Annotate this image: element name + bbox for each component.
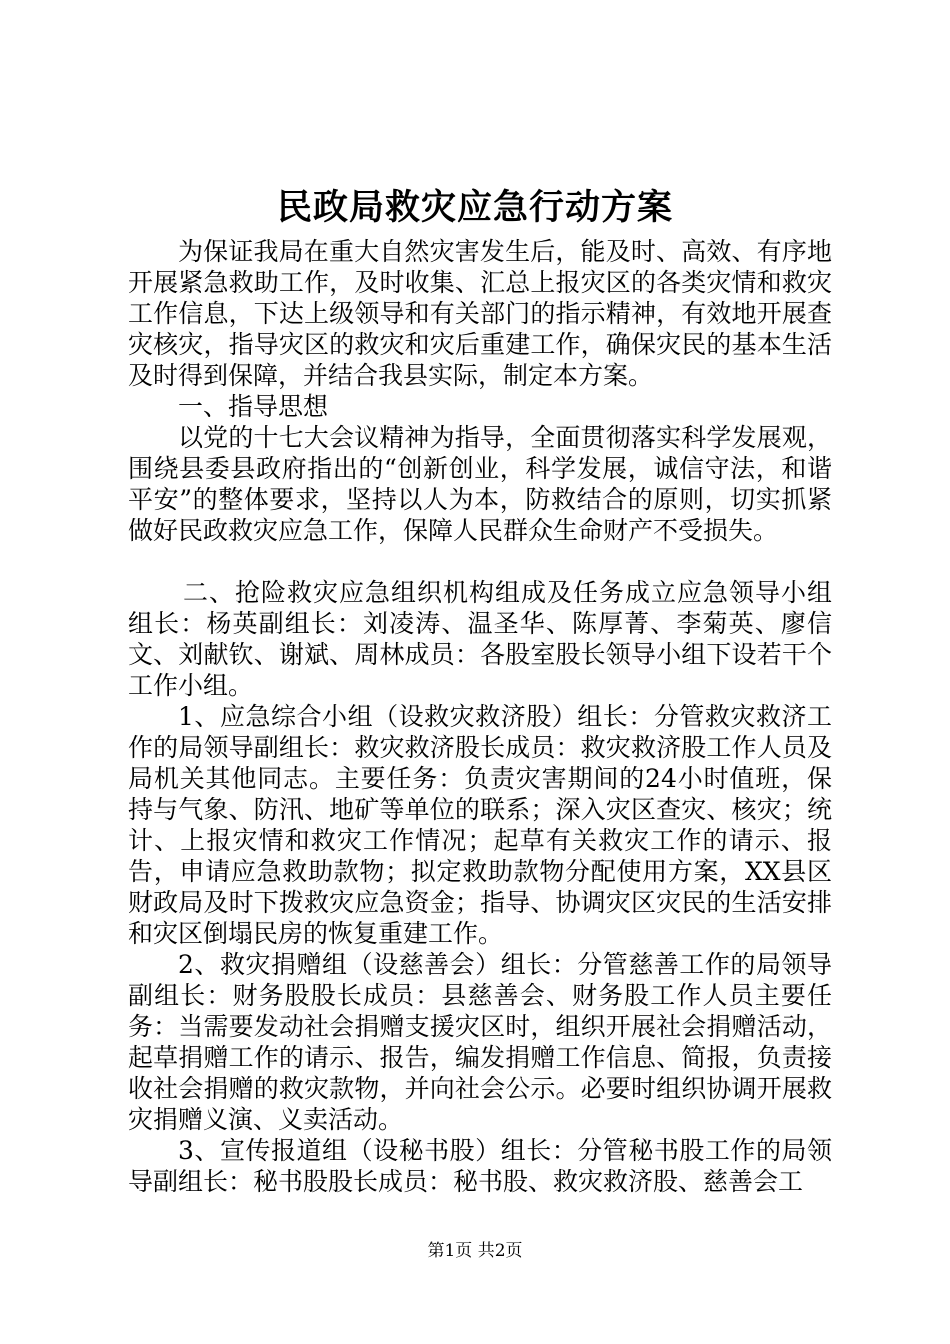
donation-group-paragraph: 2、救灾捐赠组（设慈善会）组长：分管慈善工作的局领导副组长：财务股股长成员：县慈善会、财务股工作人员主要任务：当需要发动社会捐赠支援灾区时，组织开展社会捐赠活动，起草捐赠工作的请示、报告，编发捐赠工作信息、简报，负责接收社会捐赠的救灾款物，并向社会公示。必要时组织协调开展救灾捐赠义演、义卖活动。 — [128, 950, 832, 1134]
intro-paragraph: 为保证我局在重大自然灾害发生后，能及时、高效、有序地开展紧急救助工作，及时收集、汇总上报灾区的各类灾情和救灾工作信息，下达上级领导和有关部门的指示精神，有效地开展查灾核灾，指导灾区的救灾和灾后重建工作，确保灾民的基本生活及时得到保障，并结合我县实际，制定本方案。 — [128, 237, 832, 390]
document-title: 民政局救灾应急行动方案 — [276, 187, 673, 228]
publicity-group-paragraph: 3、宣传报道组（设秘书股）组长：分管秘书股工作的局领导副组长：秘书股股长成员：秘书股、救灾救济股、慈善会工 — [128, 1136, 832, 1196]
section-heading-guiding-thought: 一、指导思想 — [178, 392, 329, 421]
guiding-thought-paragraph: 以党的十七大会议精神为指导，全面贯彻落实科学发展观，围绕县委县政府指出的“创新创业，科学发展，诚信守法，和谐平安”的整体要求，坚持以人为本，防救结合的原则，切实抓紧做好民政救灾应急工作，保障人民群众生命财产不受损失。 — [128, 423, 832, 545]
organization-paragraph: 二、抢险救灾应急组织机构组成及任务成立应急领导小组组长：杨英副组长：刘凌涛、温圣华、陈厚菁、李菊英、廖信文、刘献钦、谢斌、周林成员：各股室股长领导小组下设若干个工作小组。 — [128, 578, 832, 700]
document-body — [128, 236, 832, 1197]
emergency-group-paragraph: 1、应急综合小组（设救灾救济股）组长：分管救灾救济工作的局领导副组长：救灾救济股长成员：救灾救济股工作人员及局机关其他同志。主要任务：负责灾害期间的24小时值班，保持与气象、防汛、地矿等单位的联系；深入灾区查灾、核灾；统计、上报灾情和救灾工作情况；起草有关救灾工作的请示、报告，申请应急救助款物；拟定救助款物分配使用方案，XX县区财政局及时下拨救灾应急资金；指导、协调灾区灾民的生活安排和灾区倒塌民房的恢复重建工作。 — [128, 702, 832, 948]
page-footer: 第1页 共2页 — [427, 1241, 523, 1261]
